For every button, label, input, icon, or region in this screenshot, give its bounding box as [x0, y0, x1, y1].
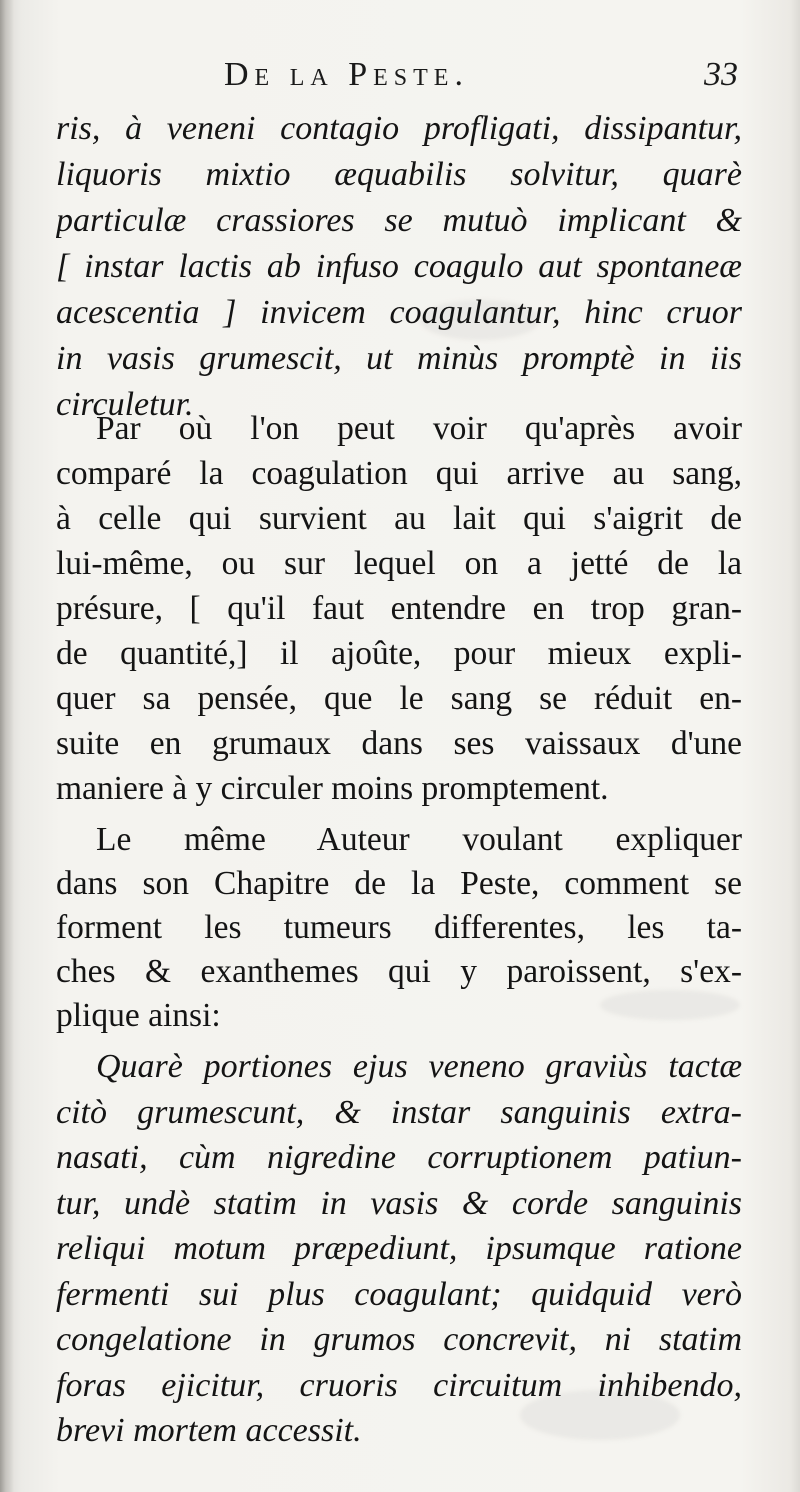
text-line: foras ejicitur, cruoris circuitum inhibendo,: [56, 1366, 742, 1404]
text-line: [ instar lactis ab infuso coagulo aut spontaneæ: [56, 248, 742, 285]
text-line: forment les tumeurs differentes, les ta-: [56, 909, 742, 946]
french-paragraph-1: [56, 406, 742, 816]
text-line: liquoris mixtio æquabilis solvitur, quarè: [56, 156, 742, 193]
text-line: nasati, cùm nigredine corruptionem patiun-: [56, 1139, 742, 1176]
text-line: ris, à veneni contagio profligati, dissipantur,: [56, 110, 742, 147]
text-line: Par où l'on peut voir qu'après avoir: [96, 410, 742, 447]
text-line: Quarè portiones ejus veneno graviùs tactæ: [96, 1048, 742, 1085]
page-header: [56, 54, 746, 102]
text-line: suite en grumaux dans ses vaissaux d'une: [56, 725, 742, 762]
text-line: ches & exanthemes qui y paroissent, s'ex-: [56, 953, 742, 990]
running-title: De la Peste.: [224, 56, 469, 93]
text-line: dans son Chapitre de la Peste, comment se: [56, 865, 742, 902]
text-line: brevi mortem accessit.: [56, 1412, 362, 1449]
page-number: 33: [704, 56, 738, 93]
latin-quotation-2: [56, 1044, 742, 1454]
french-paragraph-2: [56, 818, 742, 1038]
page-edge-shadow: [0, 0, 14, 1492]
text-line: quer sa pensée, que le sang se réduit en-: [56, 680, 742, 717]
text-line: fermenti sui plus coagulant; quidquid verò: [56, 1275, 742, 1313]
text-line: congelatione in grumos concrevit, ni statim: [56, 1321, 742, 1358]
latin-quotation-1: [56, 106, 742, 428]
text-line: reliqui motum præpediunt, ipsumque ratione: [56, 1230, 742, 1267]
text-line: lui-même, ou sur lequel on a jetté de la: [56, 545, 742, 582]
text-line: présure, [ qu'il faut entendre en trop gran-: [56, 590, 742, 627]
text-line: à celle qui survient au lait qui s'aigrit de: [56, 500, 742, 537]
text-line: comparé la coagulation qui arrive au sang,: [56, 455, 742, 492]
text-line: tur, undè statim in vasis & corde sanguinis: [56, 1184, 742, 1222]
text-line: maniere à y circuler moins promptement.: [56, 770, 609, 807]
text-line: particulæ crassiores se mutuò implicant &: [56, 202, 742, 239]
text-line: acescentia ] invicem coagulantur, hinc cruor: [56, 294, 742, 331]
text-line: in vasis grumescit, ut minùs promptè in iis: [56, 340, 742, 377]
text-line: de quantité,] il ajoûte, pour mieux expli-: [56, 635, 742, 672]
text-line: Le même Auteur voulant expliquer: [96, 821, 742, 858]
text-line: citò grumescunt, & instar sanguinis extra-: [56, 1093, 742, 1131]
text-line: circuletur.: [56, 386, 194, 423]
text-line: plique ainsi:: [56, 997, 221, 1034]
